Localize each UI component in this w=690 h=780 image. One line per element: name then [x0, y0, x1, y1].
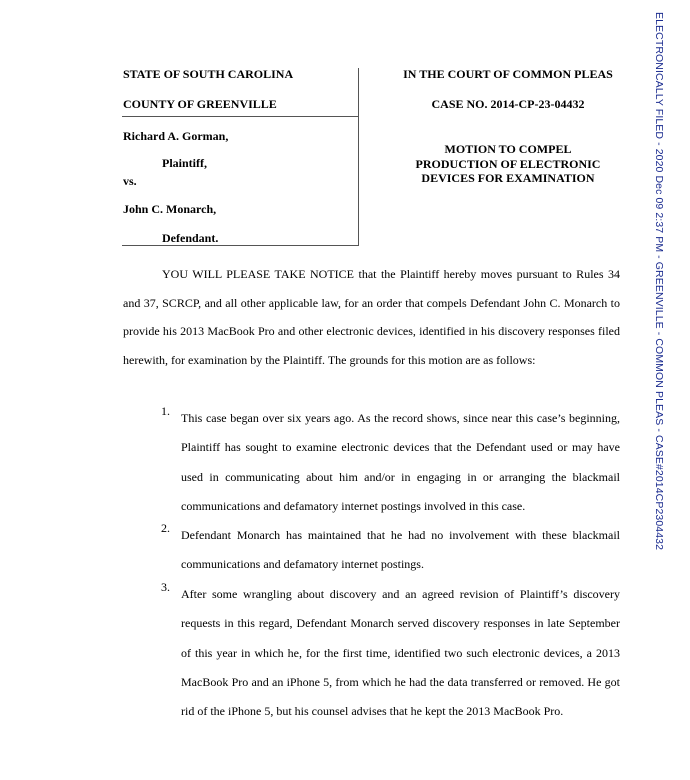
caption-state: STATE OF SOUTH CAROLINA: [123, 67, 294, 81]
case-number: CASE NO. 2014-CP-23-04432: [431, 97, 585, 111]
motion-title-line-1: MOTION TO COMPEL: [444, 142, 572, 156]
list-item-number: 1.: [161, 404, 170, 418]
caption-county: COUNTY OF GREENVILLE: [123, 97, 277, 111]
defendant-role: Defendant.: [162, 231, 219, 245]
motion-title: [378, 142, 638, 186]
court-name: IN THE COURT OF COMMON PLEAS: [403, 67, 613, 81]
list-item: After some wrangling about discovery and an agreed revision of Plaintiff’s discovery requests in this regard, Defendant Monarch served discovery responses in late September of this year in which he, for the first time, identified two such electronic devices, a 2013 MacBook Pro and an iPhone 5, from which he had the data transferred or removed. He got rid of the iPhone 5, but his counsel advises that he kept the 2013 MacBook Pro.: [181, 587, 620, 719]
caption-vertical-rule: [358, 68, 359, 246]
defendant-name: John C. Monarch,: [123, 202, 217, 216]
caption-divider-top: [122, 116, 359, 117]
plaintiff-name: Richard A. Gorman,: [123, 129, 229, 143]
caption-divider-bottom: [122, 245, 359, 246]
list-item: Defendant Monarch has maintained that he had no involvement with these blackmail communications and defamatory internet postings.: [181, 528, 620, 572]
motion-title-line-2: PRODUCTION OF ELECTRONIC: [415, 156, 601, 171]
list-item-number: 3.: [161, 580, 170, 594]
plaintiff-role: Plaintiff,: [162, 156, 207, 170]
motion-title-line-3: DEVICES FOR EXAMINATION: [421, 171, 595, 185]
intro-text: YOU WILL PLEASE TAKE NOTICE that the Plaintiff hereby moves pursuant to Rules 34 and 37, SCRCP, and all other applicable law, for an order that compels Defendant John C. Monarch to provide his 2013 MacBook Pro and other electronic devices, identified in his discovery responses filed herewith, for examination by the Plaintiff. The grounds for this motion are as follows:: [123, 267, 620, 368]
filing-stamp: ELECTRONICALLY FILED - 2020 Dec 09 2:37 PM - GREENVILLE - COMMON PLEAS - CASE#2014CP2304432: [653, 12, 665, 551]
versus: vs.: [123, 174, 137, 188]
list-item: This case began over six years ago. As the record shows, since near this case’s beginning, Plaintiff has sought to examine electronic devices that the Defendant used or may have used in communicating about him and/or in engaging in or arranging the blackmail communications and defamatory internet postings involved in this case.: [181, 411, 620, 513]
intro-paragraph: [123, 260, 620, 375]
list-item-number: 2.: [161, 521, 170, 535]
